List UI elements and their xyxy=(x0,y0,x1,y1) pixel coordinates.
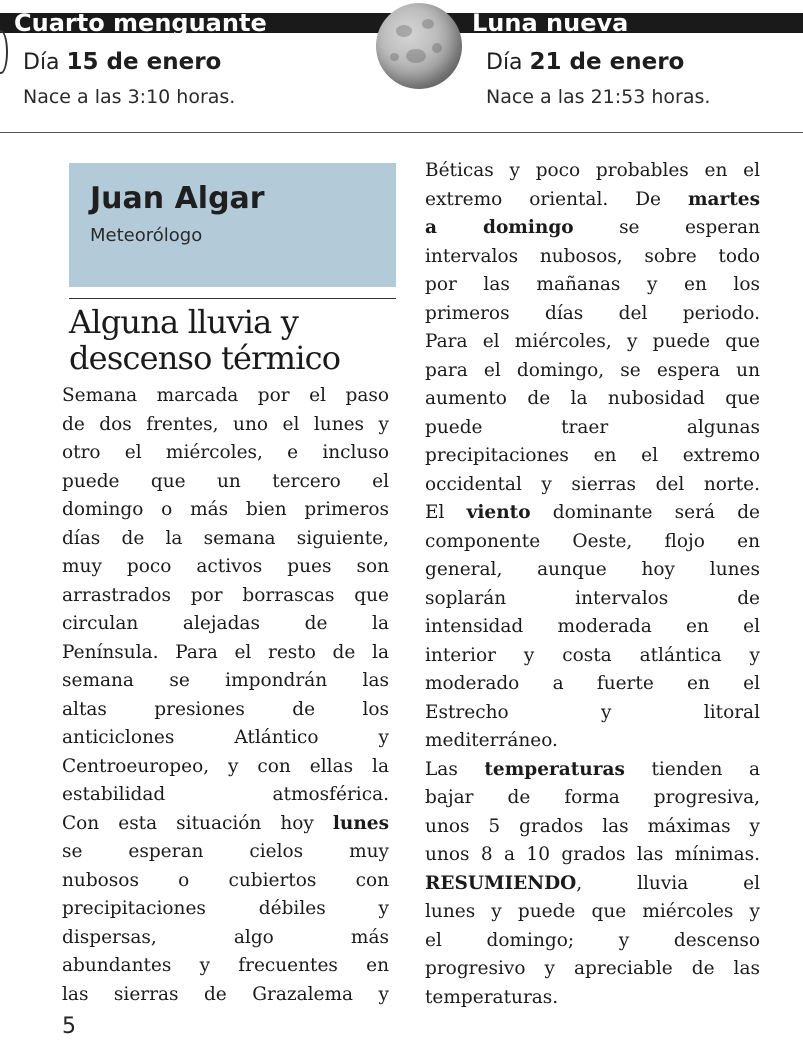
moon-icon xyxy=(376,3,462,89)
phase-day-waning: Día 15 de enero xyxy=(23,49,222,75)
headline-line-2: descenso térmico xyxy=(69,339,341,377)
next-article-stub: 5 xyxy=(62,1014,76,1039)
author-box xyxy=(69,163,396,287)
text-line: arrastrados por borrascas que xyxy=(62,584,389,606)
text-line: lunes y puede que miércoles y xyxy=(425,901,760,922)
text-line: de dos frentes, uno el lunes y xyxy=(62,413,389,435)
header-divider xyxy=(0,132,803,133)
text-line: altas presiones de los xyxy=(62,698,389,720)
text-line: moderado a fuerte en el xyxy=(425,673,760,694)
author-name: Juan Algar xyxy=(90,181,265,216)
phase-day-new-moon: Día 21 de enero xyxy=(486,49,685,75)
text-line: soplarán intervalos de xyxy=(425,587,760,609)
text-line: para el domingo, se espera un xyxy=(425,359,760,381)
text-line: El viento dominante será de xyxy=(425,502,760,523)
text-line: por las mañanas y en los xyxy=(425,274,760,295)
author-role: Meteorólogo xyxy=(90,225,203,246)
text-line: interior y costa atlántica y xyxy=(425,644,760,666)
phase-title-new-moon: Luna nueva xyxy=(472,9,629,37)
text-line: nubosos o cubiertos con xyxy=(62,869,389,891)
text-line: RESUMIENDO, lluvia el xyxy=(425,872,760,894)
text-line: domingo o más bien primeros xyxy=(62,499,389,520)
article-column-1 xyxy=(62,382,389,1009)
text-line: se esperan cielos muy xyxy=(62,841,389,862)
text-line: anticiclones Atlántico y xyxy=(62,727,389,748)
text-line: Béticas y poco probables en el xyxy=(425,160,760,181)
text-line: componente Oeste, flojo en xyxy=(425,530,760,552)
text-line: unos 8 a 10 grados las mínimas. xyxy=(425,844,760,865)
text-line: Para el miércoles, y puede que xyxy=(425,331,760,352)
text-line: unos 5 grados las máximas y xyxy=(425,815,760,837)
text-line: días de la semana siguiente, xyxy=(62,527,389,549)
text-line: semana se impondrán las xyxy=(62,670,389,691)
phase-rise-new-moon: Nace a las 21:53 horas. xyxy=(486,86,711,108)
text-line: otro el miércoles, e incluso xyxy=(62,442,389,463)
headline-divider xyxy=(69,298,396,299)
text-line: el domingo; y descenso xyxy=(425,929,760,951)
headline-line-1: Alguna lluvia y xyxy=(69,303,299,341)
text-line: aumento de la nubosidad que xyxy=(425,388,760,409)
text-line: Con esta situación hoy lunes xyxy=(62,812,389,834)
text-line: intervalos nubosos, sobre todo xyxy=(425,245,760,267)
text-line: general, aunque hoy lunes xyxy=(425,559,760,580)
text-line: puede traer algunas xyxy=(425,416,760,438)
text-line: precipitaciones débiles y xyxy=(62,898,389,919)
text-line: a domingo se esperan xyxy=(425,217,760,238)
text-line: bajar de forma progresiva, xyxy=(425,787,760,808)
text-line: abundantes y frecuentes en xyxy=(62,955,389,976)
text-line: Centroeuropeo, y con ellas la xyxy=(62,755,389,777)
phase-rise-waning: Nace a las 3:10 horas. xyxy=(23,86,236,108)
phase-title-waning: Cuarto menguante xyxy=(14,9,267,37)
text-line: Las temperaturas tienden a xyxy=(425,758,760,780)
text-line: primeros días del periodo. xyxy=(425,302,760,324)
text-line: Estrecho y litoral xyxy=(425,701,760,723)
previous-moon-icon xyxy=(0,30,8,74)
text-line: las sierras de Grazalema y xyxy=(62,983,389,1005)
text-line: muy poco activos pues son xyxy=(62,556,389,577)
text-line: mediterráneo. xyxy=(425,730,558,751)
text-line: Península. Para el resto de la xyxy=(62,641,389,663)
text-line: occidental y sierras del norte. xyxy=(425,473,760,495)
text-line: Semana marcada por el paso xyxy=(62,385,389,406)
text-line: estabilidad atmosférica. xyxy=(62,784,389,805)
article-headline xyxy=(69,304,399,376)
text-line: extremo oriental. De martes xyxy=(425,188,760,210)
text-line: intensidad moderada en el xyxy=(425,616,760,637)
text-line: puede que un tercero el xyxy=(62,470,389,492)
article-column-2 xyxy=(425,157,760,1012)
text-line: progresivo y apreciable de las xyxy=(425,958,760,979)
text-line: dispersas, algo más xyxy=(62,926,389,948)
text-line: temperaturas. xyxy=(425,986,559,1008)
text-line: circulan alejadas de la xyxy=(62,613,389,634)
text-line: precipitaciones en el extremo xyxy=(425,445,760,466)
